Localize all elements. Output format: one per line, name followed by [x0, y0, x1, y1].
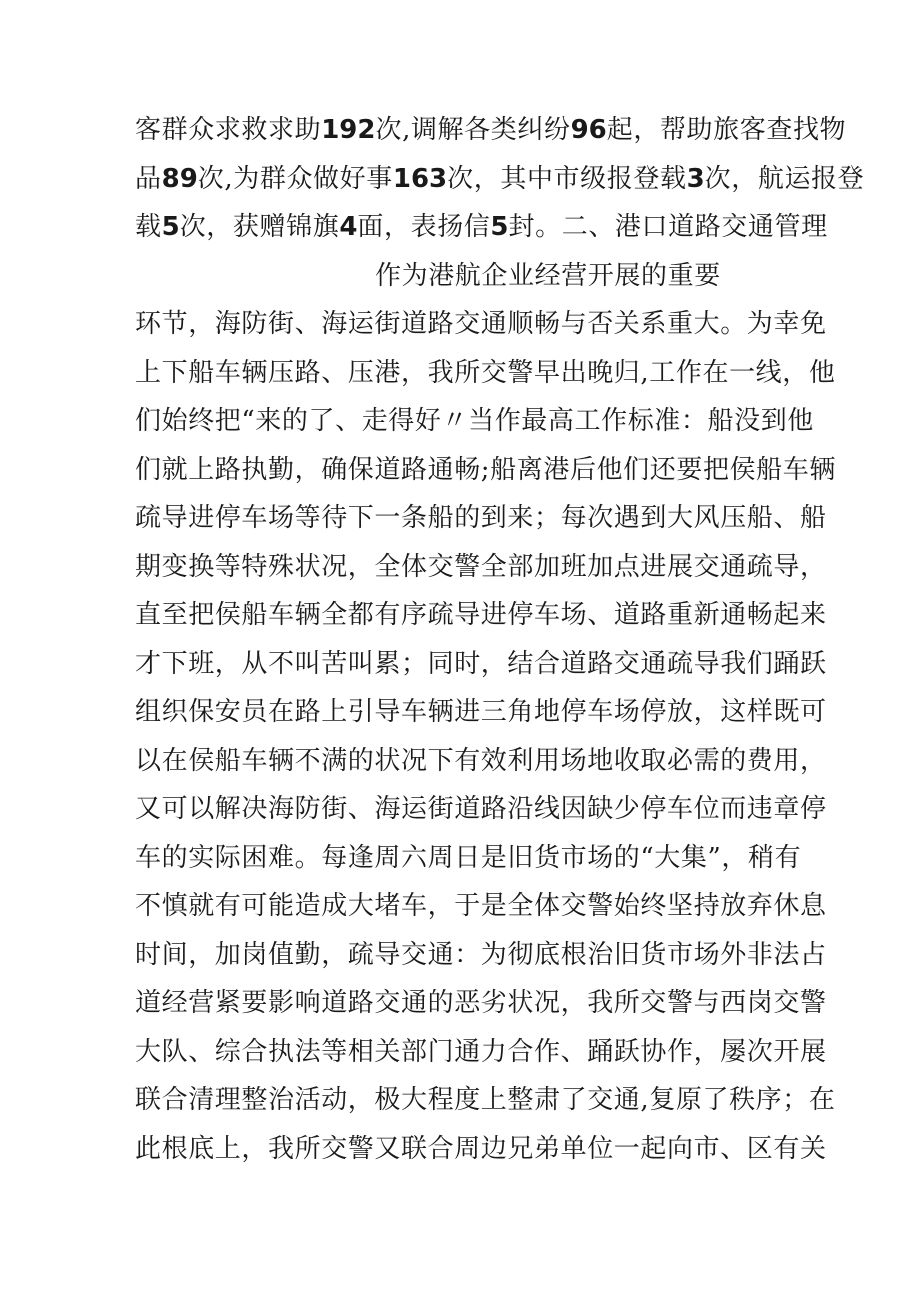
text-line: 组织保安员在路上引导车辆进三角地停车场停放，这样既可 — [135, 697, 827, 727]
text-line: 客群众求救求助192次,调解各类纠纷96起，帮助旅客查找物 — [135, 115, 847, 145]
text-line: 疏导进停车场等待下一条船的到来；每次遇到大风压船、船 — [135, 503, 827, 533]
paragraph-1 — [135, 106, 865, 252]
text-line: 才下班，从不叫苦叫累；同时，结合道路交通疏导我们踊跃 — [135, 648, 827, 679]
paragraph-3 — [135, 300, 836, 1173]
paragraph-2 — [375, 252, 795, 301]
text-line: 道经营紧要影响道路交通的恶劣状况，我所交警与西岗交警 — [135, 988, 827, 1018]
number-text: 4 — [339, 212, 358, 242]
text-line: 此根底上，我所交警又联合周边兄弟单位一起向市、区有关 — [135, 1133, 827, 1164]
number-text: 163 — [392, 163, 448, 194]
text-line: 以在侯船车辆不满的状况下有效利用场地收取必需的费用， — [135, 745, 827, 776]
number-text: 5 — [490, 212, 509, 242]
text-line: 们就上路执勤，确保道路通畅;船离港后他们还要把侯船车辆 — [135, 454, 836, 485]
text-line: 联合清理整治活动，极大程度上整肃了交通,复原了秩序；在 — [135, 1085, 836, 1115]
text-line: 们始终把“来的了、走得好〃当作最高工作标准：船没到他 — [135, 406, 814, 436]
text-line: 期变换等特殊状况，全体交警全部加班加点进展交通疏导， — [135, 551, 827, 582]
text-line: 大队、综合执法等相关部门通力合作、踊跃协作，屡次开展 — [135, 1036, 827, 1067]
text-line: 不慎就有可能造成大堵车，于是全体交警始终坚持放弃休息 — [135, 891, 827, 921]
text-line: 直至把侯船车辆全都有序疏导进停车场、道路重新通畅起来 — [135, 600, 827, 630]
text-line: 载5次，获赠锦旗4面，表扬信5封。二、港口道路交通管理 — [135, 212, 828, 242]
text-line: 又可以解决海防街、海运街道路沿线因缺少停车位而违章停 — [135, 794, 827, 824]
number-text: 3 — [686, 163, 705, 194]
number-text: 192 — [321, 115, 376, 145]
text-line: 车的实际困难。每逢周六周日是旧货市场的“大集”，稍有 — [135, 842, 802, 873]
text-line: 作为港航企业经营开展的重要 — [375, 261, 721, 291]
number-text: 96 — [570, 115, 607, 145]
text-line: 环节，海防街、海运街道路交通顺畅与否关系重大。为幸免 — [135, 309, 827, 339]
text-line: 上下船车辆压路、压港，我所交警早出晚归,工作在一线，他 — [135, 357, 836, 388]
text-line: 品89次,为群众做好事163次，其中市级报登载3次，航运报登 — [135, 163, 865, 194]
text-line: 时间，加岗值勤，疏导交通：为彻底根治旧货市场外非法占 — [135, 939, 827, 970]
number-text: 89 — [161, 163, 198, 194]
number-text: 5 — [161, 212, 180, 242]
